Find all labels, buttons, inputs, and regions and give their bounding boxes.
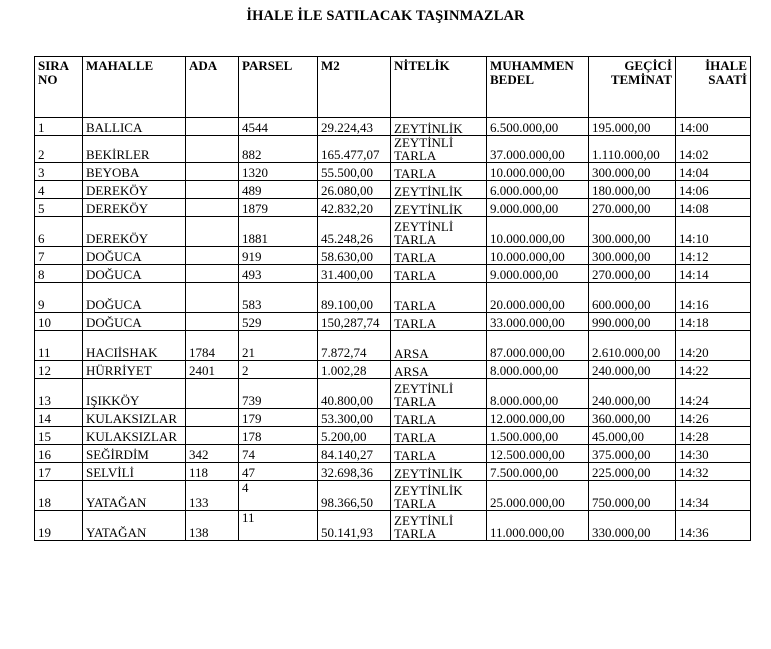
cell-m2: 29.224,43 — [318, 118, 391, 136]
cell-muhammen-bedel: 7.500.000,00 — [487, 463, 589, 481]
table-header-row — [35, 57, 751, 118]
table-row — [35, 361, 751, 379]
cell-parsel: 47 — [239, 463, 318, 481]
nitelik-line: ZEYTİNLİK — [394, 483, 463, 498]
cell-parsel: 529 — [239, 313, 318, 331]
cell-ada: 2401 — [186, 361, 239, 379]
table-row — [35, 199, 751, 217]
cell-muhammen-bedel: 8.000.000,00 — [487, 379, 589, 409]
cell-mahalle: SEĞİRDİM — [83, 445, 186, 463]
nitelik-line: TARLA — [394, 268, 437, 283]
nitelik-line: TARLA — [394, 166, 437, 181]
cell-ada — [186, 136, 239, 163]
cell-gecici-teminat: 45.000,00 — [589, 427, 676, 445]
header-mahalle: MAHALLE — [83, 57, 186, 118]
cell-sira-no: 7 — [35, 247, 83, 265]
nitelik-line: TARLA — [394, 394, 437, 409]
cell-m2: 58.630,00 — [318, 247, 391, 265]
cell-m2: 26.080,00 — [318, 181, 391, 199]
cell-ihale-saati: 14:28 — [676, 427, 751, 445]
nitelik-line: TARLA — [394, 316, 437, 331]
cell-m2: 1.002,28 — [318, 361, 391, 379]
table-row — [35, 379, 751, 409]
cell-sira-no: 6 — [35, 217, 83, 247]
cell-ihale-saati: 14:36 — [676, 511, 751, 541]
cell-nitelik — [391, 379, 487, 409]
cell-muhammen-bedel: 11.000.000,00 — [487, 511, 589, 541]
cell-sira-no: 3 — [35, 163, 83, 181]
cell-ada — [186, 283, 239, 313]
cell-mahalle: BALLICA — [83, 118, 186, 136]
cell-parsel: 919 — [239, 247, 318, 265]
cell-ada: 342 — [186, 445, 239, 463]
cell-ihale-saati: 14:04 — [676, 163, 751, 181]
cell-gecici-teminat: 375.000,00 — [589, 445, 676, 463]
cell-parsel: 21 — [239, 331, 318, 361]
cell-m2: 45.248,26 — [318, 217, 391, 247]
cell-muhammen-bedel: 10.000.000,00 — [487, 217, 589, 247]
cell-ada: 118 — [186, 463, 239, 481]
cell-muhammen-bedel: 9.000.000,00 — [487, 265, 589, 283]
cell-parsel: 1881 — [239, 217, 318, 247]
cell-gecici-teminat: 240.000,00 — [589, 379, 676, 409]
cell-sira-no: 11 — [35, 331, 83, 361]
cell-muhammen-bedel: 12.000.000,00 — [487, 409, 589, 427]
cell-m2: 150,287,74 — [318, 313, 391, 331]
cell-gecici-teminat: 2.610.000,00 — [589, 331, 676, 361]
cell-m2: 42.832,20 — [318, 199, 391, 217]
table-row — [35, 136, 751, 163]
nitelik-line: TARLA — [394, 496, 437, 511]
header-ada: ADA — [186, 57, 239, 118]
cell-ada — [186, 409, 239, 427]
cell-mahalle: BEYOBA — [83, 163, 186, 181]
cell-parsel: 11 — [239, 511, 318, 541]
cell-muhammen-bedel: 8.000.000,00 — [487, 361, 589, 379]
cell-gecici-teminat: 330.000,00 — [589, 511, 676, 541]
cell-sira-no: 8 — [35, 265, 83, 283]
cell-sira-no: 12 — [35, 361, 83, 379]
cell-ihale-saati: 14:08 — [676, 199, 751, 217]
cell-nitelik — [391, 181, 487, 199]
cell-ihale-saati: 14:34 — [676, 481, 751, 511]
cell-mahalle: DOĞUCA — [83, 265, 186, 283]
cell-m2: 89.100,00 — [318, 283, 391, 313]
cell-sira-no: 13 — [35, 379, 83, 409]
cell-ada — [186, 181, 239, 199]
nitelik-line: ZEYTİNLİK — [394, 184, 463, 199]
cell-parsel: 4 — [239, 481, 318, 511]
cell-parsel: 489 — [239, 181, 318, 199]
cell-ada — [186, 247, 239, 265]
table-row — [35, 511, 751, 541]
nitelik-line: TARLA — [394, 148, 437, 163]
nitelik-line: TARLA — [394, 298, 437, 313]
nitelik-line: TARLA — [394, 232, 437, 247]
cell-sira-no: 9 — [35, 283, 83, 313]
cell-ada — [186, 163, 239, 181]
cell-m2: 84.140,27 — [318, 445, 391, 463]
cell-gecici-teminat: 300.000,00 — [589, 217, 676, 247]
cell-nitelik — [391, 313, 487, 331]
header-parsel: PARSEL — [239, 57, 318, 118]
nitelik-line: ZEYTİNLİ — [394, 513, 454, 528]
table-row — [35, 247, 751, 265]
cell-sira-no: 16 — [35, 445, 83, 463]
cell-muhammen-bedel: 87.000.000,00 — [487, 331, 589, 361]
cell-sira-no: 4 — [35, 181, 83, 199]
table-row — [35, 481, 751, 511]
nitelik-line: ZEYTİNLİ — [394, 219, 454, 234]
cell-sira-no: 17 — [35, 463, 83, 481]
table-row — [35, 313, 751, 331]
cell-nitelik — [391, 118, 487, 136]
cell-ihale-saati: 14:12 — [676, 247, 751, 265]
cell-nitelik — [391, 361, 487, 379]
cell-ada — [186, 199, 239, 217]
cell-ihale-saati: 14:00 — [676, 118, 751, 136]
cell-muhammen-bedel: 6.000.000,00 — [487, 181, 589, 199]
cell-nitelik — [391, 217, 487, 247]
table-row — [35, 409, 751, 427]
cell-mahalle: IŞIKKÖY — [83, 379, 186, 409]
cell-m2: 55.500,00 — [318, 163, 391, 181]
header-gecici-teminat: GEÇİCİ TEMİNAT — [589, 57, 676, 118]
cell-gecici-teminat: 300.000,00 — [589, 163, 676, 181]
cell-nitelik — [391, 163, 487, 181]
cell-m2: 165.477,07 — [318, 136, 391, 163]
nitelik-line: TARLA — [394, 430, 437, 445]
cell-mahalle: YATAĞAN — [83, 511, 186, 541]
cell-ada — [186, 427, 239, 445]
cell-parsel: 583 — [239, 283, 318, 313]
cell-ihale-saati: 14:14 — [676, 265, 751, 283]
nitelik-line: ZEYTİNLİK — [394, 121, 463, 136]
cell-muhammen-bedel: 10.000.000,00 — [487, 247, 589, 265]
table-row — [35, 118, 751, 136]
cell-mahalle: DEREKÖY — [83, 181, 186, 199]
cell-m2: 98.366,50 — [318, 481, 391, 511]
cell-ihale-saati: 14:30 — [676, 445, 751, 463]
cell-nitelik — [391, 247, 487, 265]
cell-nitelik — [391, 445, 487, 463]
cell-nitelik — [391, 427, 487, 445]
table-row — [35, 265, 751, 283]
cell-muhammen-bedel: 1.500.000,00 — [487, 427, 589, 445]
cell-ada: 1784 — [186, 331, 239, 361]
cell-nitelik — [391, 265, 487, 283]
cell-ada: 138 — [186, 511, 239, 541]
cell-ihale-saati: 14:06 — [676, 181, 751, 199]
cell-gecici-teminat: 225.000,00 — [589, 463, 676, 481]
cell-sira-no: 14 — [35, 409, 83, 427]
cell-ihale-saati: 14:26 — [676, 409, 751, 427]
cell-mahalle: DEREKÖY — [83, 199, 186, 217]
nitelik-line: ARSA — [394, 364, 429, 379]
cell-mahalle: DOĞUCA — [83, 283, 186, 313]
cell-gecici-teminat: 1.110.000,00 — [589, 136, 676, 163]
nitelik-line: TARLA — [394, 250, 437, 265]
cell-nitelik — [391, 481, 487, 511]
cell-ihale-saati: 14:20 — [676, 331, 751, 361]
property-table — [34, 56, 751, 541]
cell-muhammen-bedel: 9.000.000,00 — [487, 199, 589, 217]
cell-gecici-teminat: 750.000,00 — [589, 481, 676, 511]
cell-parsel: 4544 — [239, 118, 318, 136]
cell-sira-no: 19 — [35, 511, 83, 541]
cell-sira-no: 1 — [35, 118, 83, 136]
cell-muhammen-bedel: 33.000.000,00 — [487, 313, 589, 331]
cell-nitelik — [391, 136, 487, 163]
cell-mahalle: HACIİSHAK — [83, 331, 186, 361]
cell-nitelik — [391, 463, 487, 481]
cell-ada — [186, 265, 239, 283]
header-sira-no: SIRA NO — [35, 57, 83, 118]
cell-ada: 133 — [186, 481, 239, 511]
cell-gecici-teminat: 300.000,00 — [589, 247, 676, 265]
cell-m2: 53.300,00 — [318, 409, 391, 427]
cell-nitelik — [391, 199, 487, 217]
cell-ihale-saati: 14:22 — [676, 361, 751, 379]
nitelik-line: ZEYTİNLİK — [394, 202, 463, 217]
cell-mahalle: YATAĞAN — [83, 481, 186, 511]
header-ihale-saati: İHALE SAATİ — [676, 57, 751, 118]
cell-mahalle: HÜRRİYET — [83, 361, 186, 379]
cell-parsel: 882 — [239, 136, 318, 163]
cell-muhammen-bedel: 6.500.000,00 — [487, 118, 589, 136]
header-muhammen-bedel: MUHAMMEN BEDEL — [487, 57, 589, 118]
table-row — [35, 331, 751, 361]
page-title: İHALE İLE SATILACAK TAŞINMAZLAR — [246, 8, 525, 24]
table-row — [35, 445, 751, 463]
cell-gecici-teminat: 270.000,00 — [589, 265, 676, 283]
cell-m2: 40.800,00 — [318, 379, 391, 409]
table-body — [35, 118, 751, 541]
cell-mahalle: DOĞUCA — [83, 313, 186, 331]
cell-mahalle: DOĞUCA — [83, 247, 186, 265]
cell-mahalle: BEKİRLER — [83, 136, 186, 163]
cell-m2: 5.200,00 — [318, 427, 391, 445]
cell-muhammen-bedel: 12.500.000,00 — [487, 445, 589, 463]
cell-sira-no: 2 — [35, 136, 83, 163]
table-row — [35, 181, 751, 199]
cell-mahalle: SELVİLİ — [83, 463, 186, 481]
cell-gecici-teminat: 180.000,00 — [589, 181, 676, 199]
cell-nitelik — [391, 409, 487, 427]
cell-mahalle: KULAKSIZLAR — [83, 409, 186, 427]
nitelik-line: ZEYTİNLİK — [394, 466, 463, 481]
cell-gecici-teminat: 600.000,00 — [589, 283, 676, 313]
cell-gecici-teminat: 990.000,00 — [589, 313, 676, 331]
cell-parsel: 493 — [239, 265, 318, 283]
cell-m2: 32.698,36 — [318, 463, 391, 481]
nitelik-line: ARSA — [394, 346, 429, 361]
nitelik-line: ZEYTİNLİ — [394, 135, 454, 150]
table-row — [35, 463, 751, 481]
cell-parsel: 178 — [239, 427, 318, 445]
cell-nitelik — [391, 331, 487, 361]
table-row — [35, 283, 751, 313]
header-nitelik: NİTELİK — [391, 57, 487, 118]
cell-gecici-teminat: 270.000,00 — [589, 199, 676, 217]
cell-mahalle: KULAKSIZLAR — [83, 427, 186, 445]
nitelik-line: TARLA — [394, 412, 437, 427]
cell-parsel: 179 — [239, 409, 318, 427]
cell-ihale-saati: 14:16 — [676, 283, 751, 313]
cell-ada — [186, 118, 239, 136]
table-row — [35, 217, 751, 247]
cell-mahalle: DEREKÖY — [83, 217, 186, 247]
nitelik-line: TARLA — [394, 448, 437, 463]
cell-ada — [186, 379, 239, 409]
cell-m2: 31.400,00 — [318, 265, 391, 283]
cell-m2: 7.872,74 — [318, 331, 391, 361]
cell-gecici-teminat: 240.000,00 — [589, 361, 676, 379]
nitelik-line: ZEYTİNLİ — [394, 381, 454, 396]
nitelik-line: TARLA — [394, 526, 437, 541]
header-m2: M2 — [318, 57, 391, 118]
cell-muhammen-bedel: 10.000.000,00 — [487, 163, 589, 181]
cell-parsel: 739 — [239, 379, 318, 409]
cell-sira-no: 15 — [35, 427, 83, 445]
cell-ada — [186, 217, 239, 247]
cell-ada — [186, 313, 239, 331]
cell-nitelik — [391, 283, 487, 313]
cell-muhammen-bedel: 20.000.000,00 — [487, 283, 589, 313]
cell-sira-no: 10 — [35, 313, 83, 331]
cell-sira-no: 5 — [35, 199, 83, 217]
cell-ihale-saati: 14:10 — [676, 217, 751, 247]
cell-parsel: 1320 — [239, 163, 318, 181]
cell-ihale-saati: 14:24 — [676, 379, 751, 409]
cell-parsel: 1879 — [239, 199, 318, 217]
table-row — [35, 163, 751, 181]
cell-m2: 50.141,93 — [318, 511, 391, 541]
cell-muhammen-bedel: 37.000.000,00 — [487, 136, 589, 163]
cell-gecici-teminat: 195.000,00 — [589, 118, 676, 136]
cell-muhammen-bedel: 25.000.000,00 — [487, 481, 589, 511]
cell-ihale-saati: 14:18 — [676, 313, 751, 331]
cell-parsel: 74 — [239, 445, 318, 463]
cell-ihale-saati: 14:32 — [676, 463, 751, 481]
cell-nitelik — [391, 511, 487, 541]
cell-gecici-teminat: 360.000,00 — [589, 409, 676, 427]
cell-ihale-saati: 14:02 — [676, 136, 751, 163]
table-row — [35, 427, 751, 445]
cell-parsel: 2 — [239, 361, 318, 379]
cell-sira-no: 18 — [35, 481, 83, 511]
